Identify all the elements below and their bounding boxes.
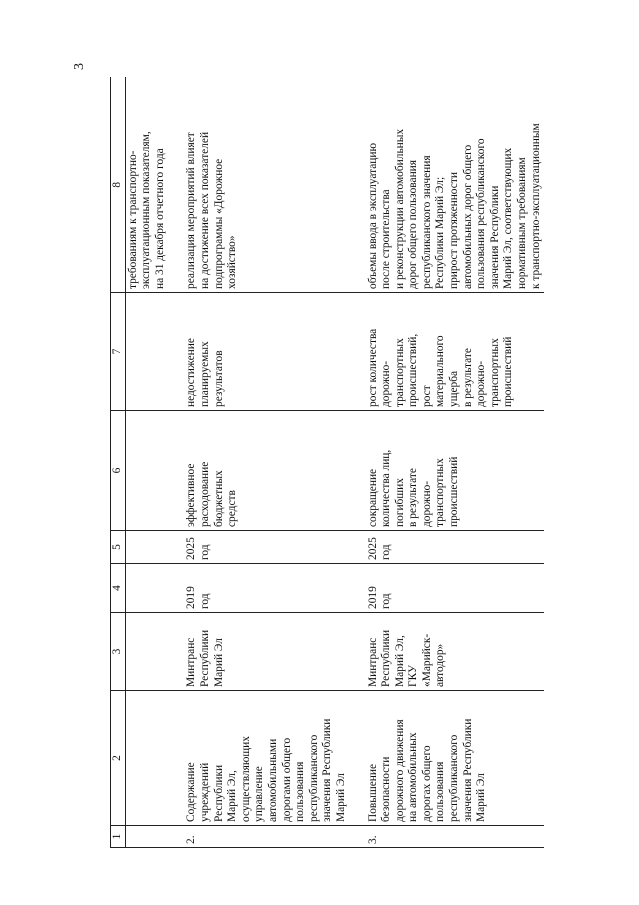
expected-result: сокращение количества лиц, погибших в результате дорожно- транспортных происшествий	[366, 411, 545, 531]
col-header-6: 6	[111, 411, 126, 531]
executor: Минтранс Республики Марий Эл, ГКУ «Марийск- автодор»	[366, 613, 545, 691]
table-row	[366, 78, 545, 848]
start-year: 2019 год	[366, 564, 545, 613]
row-number: 3.	[366, 826, 545, 848]
start-year: 2019 год	[184, 564, 349, 613]
measure-name: Содержание учреждений Республики Марий Эл, осуществляющих управление автомобильными дорогами общего пользования республиканского значения Республики Марий Эл	[184, 691, 349, 826]
column-number-row	[111, 78, 126, 848]
table-row	[184, 78, 349, 848]
related-indicators: объемы ввода в эксплуатацию после строительства и реконструкции автомобильных дорог общего пользования республиканского значения Республики Марий Эл; прирост протяженности автомобильных дорог общего пользования республиканского значения Республики Марий Эл, соответствующих нормативным требованиям к транспортно-эксплуатационным	[366, 78, 545, 293]
col-header-8: 8	[111, 78, 126, 293]
executor: Минтранс Республики Марий Эл	[184, 613, 349, 691]
col-header-3: 3	[111, 613, 126, 691]
col-header-1: 1	[111, 826, 126, 848]
continuation-row	[125, 78, 168, 848]
col-header-7: 7	[111, 293, 126, 411]
col-header-5: 5	[111, 531, 126, 564]
rotated-table-container	[110, 78, 542, 848]
continuation-indicators: требованиям к транспортно- эксплуатационным показателям, на 31 декабря отчетного года	[125, 78, 168, 293]
row-number: 2.	[184, 826, 349, 848]
related-indicators: реализация мероприятий влияет на достижение всех показателей подпрограммы «Дорожное хозяйство»	[184, 78, 349, 293]
page-number: 3	[72, 63, 87, 70]
consequences: недостижение планируемых результатов	[184, 293, 349, 411]
end-year: 2025 год	[366, 531, 545, 564]
col-header-2: 2	[111, 691, 126, 826]
end-year: 2025 год	[184, 531, 349, 564]
consequences: рост количества дорожно- транспортных происшествий, рост материального ущерба в результате дорожно- транспортных происшествий	[366, 293, 545, 411]
col-header-4: 4	[111, 564, 126, 613]
measure-name: Повышение безопасности дорожного движения на автомобильных дорогах общего пользования республиканского значения Республики Марий Эл	[366, 691, 545, 826]
expected-result: эффективное расходование бюджетных средств	[184, 411, 349, 531]
program-measures-table	[110, 78, 544, 849]
